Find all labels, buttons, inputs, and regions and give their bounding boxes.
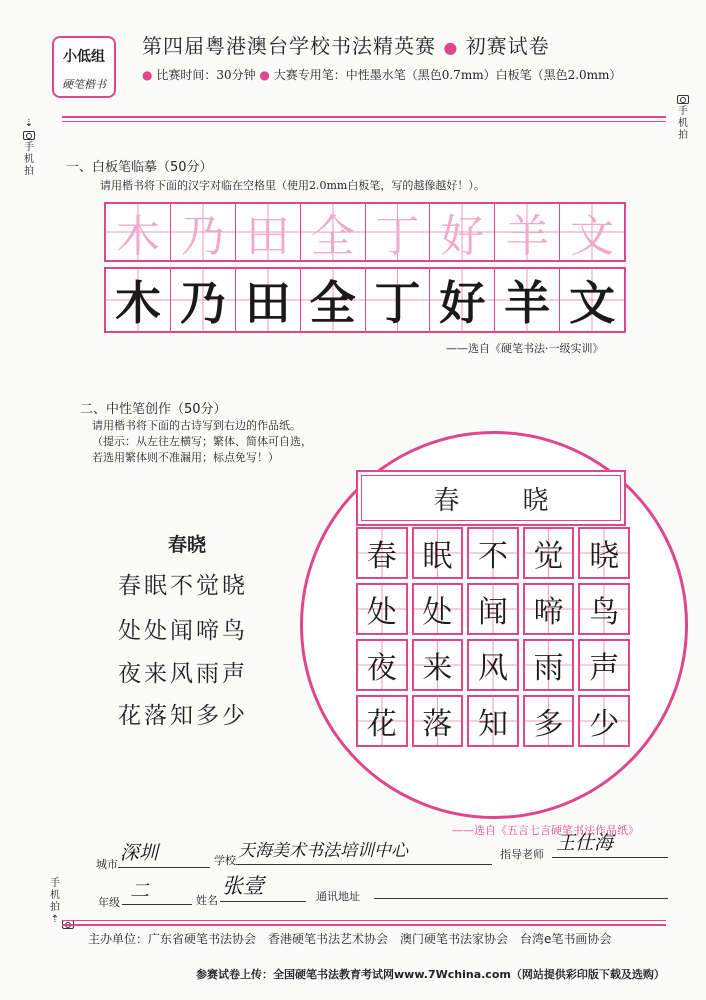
work-cell[interactable]: 多	[523, 695, 575, 747]
upload-notice: 参赛试卷上传：全国硬笔书法教育考试网www.7Wchina.com（网站提供彩印版下载及选购）	[196, 968, 665, 981]
copy-cell[interactable]: 全	[301, 269, 366, 331]
work-cell[interactable]: 声	[578, 639, 630, 691]
work-cell[interactable]: 觉	[523, 527, 575, 579]
name-value: 张壹	[222, 874, 264, 898]
bullet-icon: ●	[259, 68, 270, 82]
side-label-left-top	[22, 118, 36, 178]
side-label-right	[676, 94, 690, 142]
work-grid[interactable]	[356, 527, 630, 747]
teacher-label: 指导老师	[500, 848, 544, 861]
title-main: 第四届粤港澳台学校书法精英赛	[142, 34, 436, 58]
instruction-line: 若选用繁体则不准漏用；标点免写！）	[92, 451, 279, 464]
section2-heading: 二、中性笔创作（50分）	[80, 402, 227, 417]
name-field[interactable]	[220, 901, 306, 902]
work-cell[interactable]: 鸟	[578, 583, 630, 635]
phone-photo-label: 手机拍	[50, 878, 60, 913]
section2-source: ——选自《五言七言硬笔书法作品纸》	[452, 824, 639, 837]
footer-rule	[62, 924, 666, 926]
teacher-value: 王仕海	[556, 832, 614, 854]
city-label: 城市	[96, 858, 118, 871]
city-value: 深圳	[120, 842, 159, 864]
work-cell[interactable]: 处	[356, 583, 408, 635]
grade-field[interactable]	[122, 904, 192, 905]
poem-line: 夜来风雨声	[118, 661, 248, 687]
work-cell[interactable]: 闻	[467, 583, 519, 635]
grade-label: 年级	[98, 896, 120, 909]
instruction-line: 请用楷书将下面的古诗写到右边的作品纸。	[92, 419, 301, 432]
trace-cell: 丁	[366, 204, 431, 260]
camera-icon	[22, 130, 36, 142]
poem-line: 花落知多少	[118, 703, 248, 729]
copy-cell[interactable]: 羊	[495, 269, 560, 331]
school-label: 学校	[214, 854, 236, 867]
trace-cell: 羊	[495, 204, 560, 260]
copy-grid[interactable]	[104, 267, 626, 333]
work-cell[interactable]: 眠	[412, 527, 464, 579]
work-cell[interactable]: 少	[578, 695, 630, 747]
section1-instruction: 请用楷书将下面的汉字对临在空格里（使用2.0mm白板笔，写的越像越好！）。	[100, 179, 485, 192]
poem-line: 春眠不觉晓	[118, 573, 248, 599]
copy-cell[interactable]: 乃	[171, 269, 236, 331]
teacher-field[interactable]	[552, 857, 668, 858]
trace-cell: 乃	[171, 204, 236, 260]
footer-rule-thin	[62, 920, 666, 921]
name-label: 姓名	[196, 894, 218, 907]
work-cell[interactable]: 春	[356, 527, 408, 579]
time-label: 比赛时间：30分钟	[156, 68, 256, 82]
copy-cell[interactable]: 丁	[366, 269, 431, 331]
work-title-char: 春	[433, 485, 460, 516]
arrow-down-icon: ⇣	[24, 118, 34, 129]
trace-cell: 全	[301, 204, 366, 260]
section1-heading: 一、白板笔临摹（50分）	[66, 160, 213, 175]
pen-label: 大赛专用笔：中性墨水笔（黑色0.7mm）白板笔（黑色2.0mm）	[273, 68, 622, 82]
group-badge	[52, 36, 116, 98]
work-cell[interactable]: 花	[356, 695, 408, 747]
trace-cell: 好	[430, 204, 495, 260]
exam-subtitle	[142, 66, 621, 83]
copy-cell[interactable]: 木	[106, 269, 171, 331]
work-title-char: 晓	[522, 485, 549, 516]
header-rule	[62, 116, 666, 118]
badge-category-label: 硬笔楷书	[62, 78, 106, 91]
trace-grid	[104, 202, 626, 262]
work-cell[interactable]: 晓	[578, 527, 630, 579]
copy-cell[interactable]: 好	[430, 269, 495, 331]
camera-icon	[676, 94, 690, 106]
work-title-box[interactable]	[356, 470, 626, 526]
work-cell[interactable]: 风	[467, 639, 519, 691]
bullet-icon: ●	[142, 68, 153, 82]
phone-photo-label: 手机拍	[678, 106, 688, 141]
instruction-line: （提示：从左往左横写；繁体、简体可自选，	[92, 435, 312, 448]
poem-title: 春晓	[168, 534, 207, 556]
work-cell[interactable]: 不	[467, 527, 519, 579]
section2-instruction	[92, 418, 312, 466]
work-cell[interactable]: 来	[412, 639, 464, 691]
arrow-up-icon: ⇡	[50, 914, 60, 925]
city-field[interactable]	[118, 867, 210, 868]
copy-cell[interactable]: 文	[560, 269, 624, 331]
work-cell[interactable]: 知	[467, 695, 519, 747]
title-suffix: 初赛试卷	[465, 34, 550, 58]
school-value: 天海美术书法培训中心	[238, 841, 408, 861]
header-rule-thin	[62, 121, 666, 122]
badge-group-label: 小低组	[63, 49, 105, 65]
trace-cell: 木	[106, 204, 171, 260]
side-label-left-bottom	[48, 878, 62, 926]
section1-source: ——选自《硬笔书法·一级实训》	[446, 342, 604, 355]
work-cell[interactable]: 处	[412, 583, 464, 635]
copy-cell[interactable]: 田	[236, 269, 301, 331]
school-field[interactable]	[236, 864, 492, 865]
work-cell[interactable]: 啼	[523, 583, 575, 635]
address-label: 通讯地址	[316, 890, 360, 903]
title-dot-icon: ●	[443, 38, 459, 57]
work-cell[interactable]: 夜	[356, 639, 408, 691]
grade-value: 二	[130, 880, 150, 902]
organizers: 主办单位：广东省硬笔书法协会 香港硬笔书法艺术协会 澳门硬笔书法家协会 台湾e笔书画协会	[88, 932, 612, 946]
phone-photo-label: 手机拍	[24, 142, 34, 177]
work-cell[interactable]: 雨	[523, 639, 575, 691]
address-field[interactable]	[374, 898, 668, 899]
work-cell[interactable]: 落	[412, 695, 464, 747]
page-title	[142, 30, 550, 59]
poem-line: 处处闻啼鸟	[118, 618, 248, 644]
trace-cell: 文	[560, 204, 624, 260]
trace-cell: 田	[236, 204, 301, 260]
